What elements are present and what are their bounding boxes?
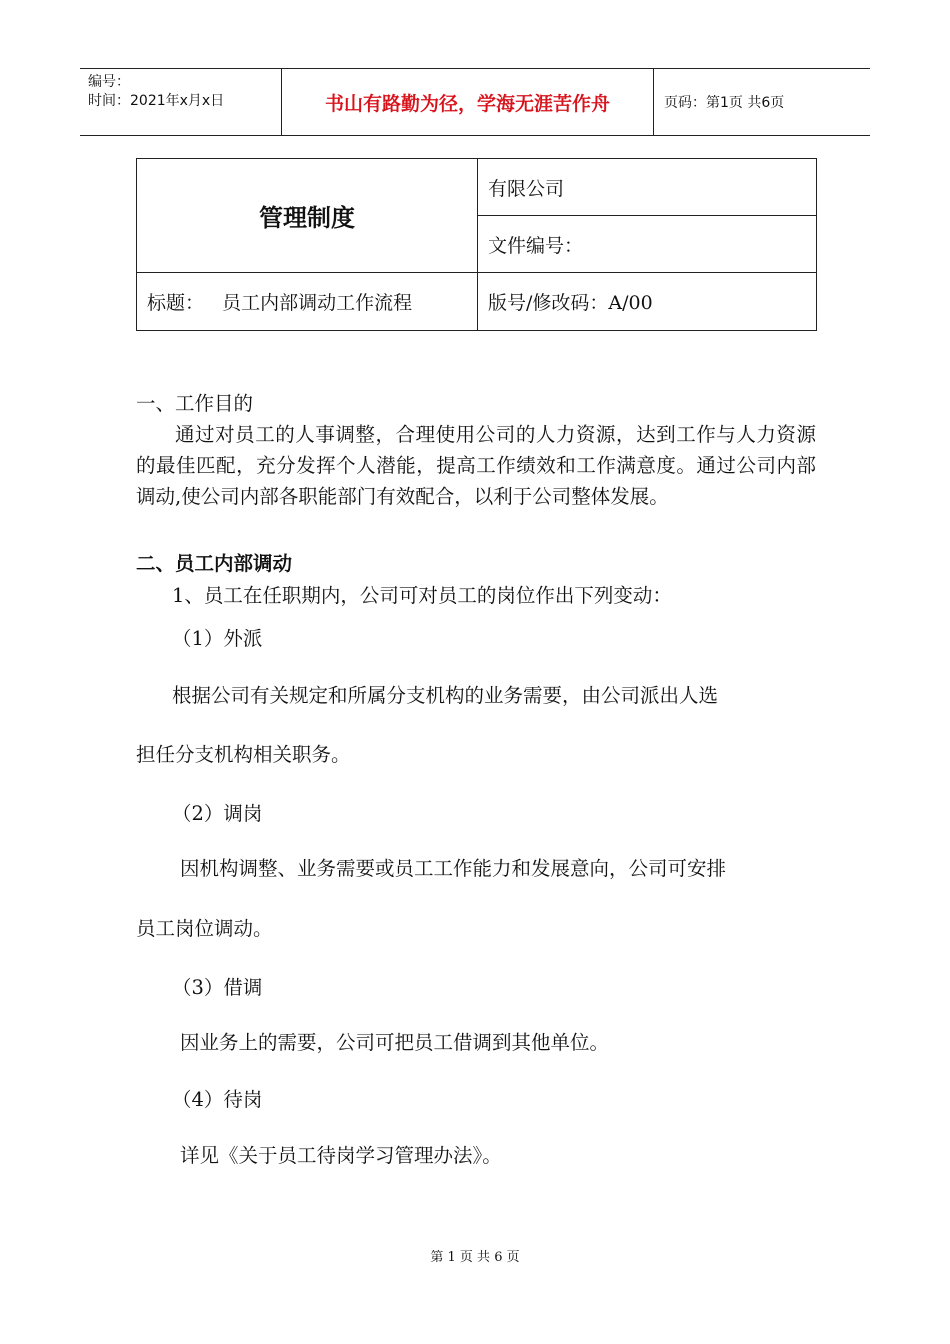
document-meta-table <box>136 158 817 331</box>
section-1-paragraph: 通过对员工的人事调整，合理使用公司的人力资源，达到工作与人力资源的最佳匹配，充分发挥个人潜能，提高工作绩效和工作满意度。通过公司内部调动,使公司内部各职能部门有效配合，以利于公司整体发展。 <box>136 423 816 508</box>
section-2-heading: 二、员工内部调动 <box>136 552 293 575</box>
sub-1-line-2: 担任分支机构相关职务。 <box>136 743 351 766</box>
sub-4-title: （4）待岗 <box>172 1088 263 1111</box>
sub-3-line-1: 因业务上的需要，公司可把员工借调到其他单位。 <box>180 1031 610 1054</box>
sub-2-line-1: 因机构调整、业务需要或员工工作能力和发展意向，公司可安排 <box>180 857 727 880</box>
section-1-heading: 一、工作目的 <box>136 392 254 415</box>
sub-1-line-1: 根据公司有关规定和所属分支机构的业务需要，由公司派出人选 <box>172 684 719 707</box>
item-1-text: 1、员工在任职期内，公司可对员工的岗位作出下列变动： <box>172 584 672 607</box>
header-page-info: 页码：第1页 共6页 <box>664 95 785 111</box>
sub-2-line-2: 员工岗位调动。 <box>136 917 273 940</box>
page-header <box>80 68 870 136</box>
sub-4-line-1: 详见《关于员工待岗学习管理办法》。 <box>180 1144 502 1167</box>
document-version: 版号/修改码：A/00 <box>478 273 817 331</box>
file-number: 文件编号： <box>478 216 817 273</box>
time-label: 时间：2021年x月x日 <box>88 93 225 109</box>
sub-1-title: （1）外派 <box>172 627 263 650</box>
header-info <box>80 69 282 135</box>
company-name: 有限公司 <box>478 159 817 216</box>
sub-3-title: （3）借调 <box>172 976 263 999</box>
document-subject: 标题： 员工内部调动工作流程 <box>137 273 478 331</box>
document-type: 管理制度 <box>137 159 478 273</box>
header-motto: 书山有路勤为径，学海无涯苦作舟 <box>282 69 654 135</box>
page-footer: 第 1 页 共 6 页 <box>430 1250 520 1265</box>
number-label: 编号： <box>88 74 130 90</box>
sub-2-title: （2）调岗 <box>172 802 263 825</box>
